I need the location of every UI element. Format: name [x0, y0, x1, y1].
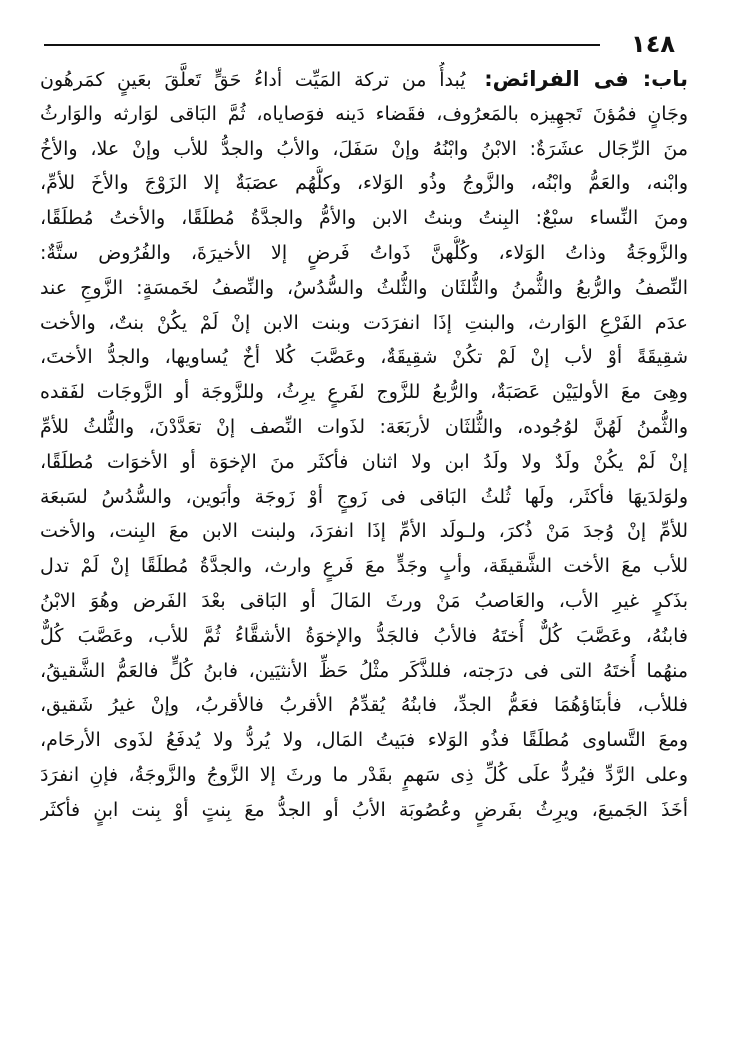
text-line: النِّصفُ والرُّبعُ والثُّمنُ والثُّلثَان والثُّلثُ والسُّدُسُ، والنِّصفُ لخَمسَةٍ: الزَّوجِ عند — [40, 276, 688, 299]
header-rule — [44, 44, 600, 46]
text-line-content: يُبدأُ من تركة المَيِّت أداءُ حَقٍّ تَعلَّقَ بعَينٍ كمَرهُون — [40, 69, 466, 91]
body-text — [40, 62, 688, 828]
text-line: ولوَلدَيهَا فأكثَر، ولَها ثُلثُ البَاقى فى زَوجٍ أوْ زَوجَة وأبَوين، والسُّدُسُ لسَبعَة — [40, 485, 688, 508]
text-line: منَ الرِّجَال عشَرَةٌ: الابْنُ وابْنُهُ وإنْ سَفَلَ، والأبُ والجدُّ للأب وإنْ علا، والأخُ — [40, 137, 688, 160]
text-line — [40, 62, 688, 97]
text-line: أخَذَ الجَميعَ، ويرِثُ بفَرضٍ وعُصُوبَة الأبُ أو الجدُّ معَ بِنتٍ أوْ بِنت ابنٍ فأكثَر — [40, 798, 688, 821]
text-line: والثُّمنُ لَهُنَّ لوُجُوده، والثُّلثَان لأربَعَة: لذَوات النِّصف إنْ تعَدَّدْنَ، والثُّلثُ للأمِّ — [40, 415, 688, 438]
text-line: فللأب، فأبنَاؤهُمَا فعَمُّ الجدِّ، فابنُهُ يُقدِّمُ الأقربُ فالأقربُ، وإنْ غيرُ شَقيق، — [40, 694, 688, 717]
text-line: وابْنه، والعَمُّ وابْنُه، والزَّوجُ وذُو الوَلاء، وكلُّهُم عصَبَةٌ إلا الزَوْجَ والأخَ للأمِّ، — [40, 172, 688, 195]
text-line: فابنُهُ، وعَصَّبَ كُلٌّ أُختَهُ فالأبُ فالجَدُّ والإخوَةُ الأشقَّاءُ ثُمَّ للأب، وعَصَّبَ كُلٌّ — [40, 624, 688, 647]
text-line: وعلى الرَّدِّ فيُردُّ علَى كُلِّ ذِى سَهمٍ بقَدْر ما ورثَ إلا الزَّوجُ والزَّوجَةُ، فإنِ انفرَدَ — [40, 763, 688, 786]
text-line: وجَانٍ فمُؤنَ تَجهِيزه بالمَعرُوف، فقَضاء دَينه فوَصاياه، ثُمَّ البَاقى لوَارثه والوَارثُ — [40, 102, 688, 125]
text-line: ومعَ التَّساوى مُطلَقًا فذُو الوَلاء فبَيتُ المَال، ولا يُردُّ ولا يُدفَعُ لذَوى الأرحَام، — [40, 729, 688, 752]
text-line: وهِىَ معَ الأوليَيْن عَصَبَةٌ، والرُّبعُ للزَّوج لفَرعٍ يرِثُ، وللزَّوجَة أو الزَّوجَات لفَقده — [40, 381, 688, 404]
text-line: منهُما أُختَهُ التى فى درَجته، فللذَّكَر مثْلُ حَظِّ الأنثيَين، فابنُ كُلٍّ فالعَمُّ الشَّقيقُ، — [40, 659, 688, 682]
chapter-title: باب: فى الفرائض: — [484, 67, 688, 91]
text-line: بذَكرٍ غيرِ الأب، والعَاصبُ مَنْ ورثَ المَالَ أو البَاقى بعْدَ الفَرض وهُوَ الابْنُ — [40, 589, 688, 612]
text-line: ومنَ النِّساء سبْعٌ: البِنتُ وبنتُ الابن والأمُّ والجدَّةُ مُطلَقًا، والأختُ مُطلَقًا، — [40, 207, 688, 230]
text-line: للأب معَ الأخت الشَّقيقَة، وأبٍ وجَدٍّ معَ فَرعٍ وارث، والجدَّةُ مُطلَقًا إنْ لَمْ تدل — [40, 555, 688, 578]
text-line: والزَّوجَةُ وذاتُ الوَلاء، وكُلُّهنَّ ذَواتُ فَرضٍ إلا الأخيرَةَ، والفُرُوض ستَّةٌ: — [40, 241, 688, 264]
text-line: عدَم الفَرْعِ الوَارث، والبنتِ إذَا انفرَدَت وبنت الابن إنْ لَمْ يكُنْ بنتٌ، والأخت — [40, 311, 688, 334]
text-line: للأمِّ إنْ وُجدَ مَنْ ذُكرَ، ولـولَد الأمِّ إذَا انفرَدَ، ولبنت الابن معَ البِنت، والأخت — [40, 520, 688, 543]
page-number: ١٤٨ — [631, 30, 675, 58]
text-line: إنْ لَمْ يكُنْ ولَدٌ ولا ولَدُ ابن ولا اثنان فأكثَر منَ الإخوَة أو الأخوَات مُطلَقًا، — [40, 450, 688, 473]
text-line: شقِيقَةً أوْ لأب إنْ لَمْ تكُنْ شقِيقَةٌ، وعَصَّبَ كُلا أخٌ يُساويها، والجدُّ الأختَ، — [40, 346, 688, 369]
